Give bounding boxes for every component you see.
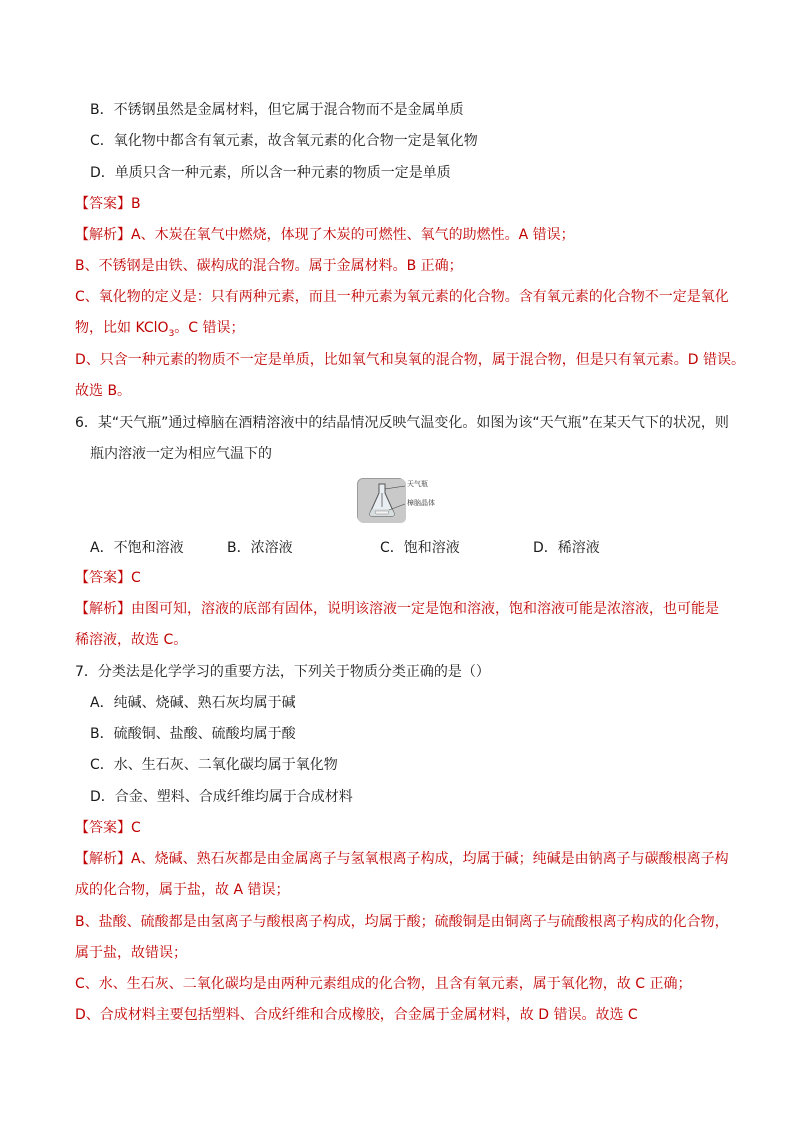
q5-option-c: C．氧化物中都含有氧元素，故含氧元素的化合物一定是氧化物 <box>90 133 478 149</box>
answer-value: C <box>131 570 141 586</box>
q5-analysis-line-1 <box>75 225 575 245</box>
q6-stem-line-2: 瓶内溶液一定为相应气温下的 <box>90 446 272 462</box>
q7-analysis-line-4: 属于盐，故错误； <box>75 945 187 961</box>
q6-option-d: D．稀溶液 <box>533 540 600 556</box>
q7-option-d: D．合金、塑料、合成纤维均属于合成材料 <box>90 789 353 805</box>
q7-analysis-line-1 <box>75 849 729 869</box>
subscript: 3 <box>168 328 175 339</box>
answer-tag: 【答案】 <box>75 820 131 836</box>
q5-option-d: D．单质只含一种元素，所以含一种元素的物质一定是单质 <box>90 165 451 181</box>
q6-analysis-line-1 <box>75 599 719 619</box>
q7-option-c: C．水、生石灰、二氧化碳均属于氧化物 <box>90 757 338 773</box>
q5-analysis-line-5: D、只含一种元素的物质不一定是单质，比如氧气和臭氧的混合物，属于混合物，但是只有氧元素。D 错误。 <box>75 352 746 368</box>
weather-bottle-figure <box>357 478 405 522</box>
q7-answer <box>75 818 141 838</box>
q6-options <box>90 538 710 558</box>
flask-icon <box>358 479 406 523</box>
analysis-text: 由图可知，溶液的底部有固体，说明该溶液一定是饱和溶液，饱和溶液可能是浓溶液，也可能是 <box>131 601 719 617</box>
q7-option-b: B．硫酸铜、盐酸、硫酸均属于酸 <box>90 726 296 742</box>
q6-option-b: B．浓溶液 <box>227 540 293 556</box>
analysis-text: 物，比如 KClO <box>75 320 169 336</box>
answer-value: C <box>131 820 141 836</box>
analysis-tag: 【解析】 <box>75 851 131 867</box>
answer-tag: 【答案】 <box>75 570 131 586</box>
q5-analysis-line-2: B、不锈钢是由铁、碳构成的混合物。属于金属材料。B 正确； <box>75 258 463 274</box>
answer-tag: 【答案】 <box>75 196 131 212</box>
q6-option-c: C．饱和溶液 <box>380 540 460 556</box>
q5-analysis-line-4 <box>75 318 245 344</box>
q6-option-a: A．不饱和溶液 <box>90 540 184 556</box>
q7-option-a: A．纯碱、烧碱、熟石灰均属于碱 <box>90 695 296 711</box>
figure-label-bottle: 天气瓶 <box>407 480 428 488</box>
q5-answer <box>75 194 141 214</box>
analysis-tag: 【解析】 <box>75 601 131 617</box>
q6-analysis-line-2: 稀溶液，故选 C。 <box>75 632 188 648</box>
q7-analysis-line-6: D、合成材料主要包括塑料、合成纤维和合成橡胶，合金属于金属材料，故 D 错误。故选 C <box>75 1007 638 1023</box>
analysis-text: A、木炭在氧气中燃烧，体现了木炭的可燃性、氧气的助燃性。A 错误； <box>131 227 575 243</box>
analysis-text: A、烧碱、熟石灰都是由金属离子与氢氧根离子构成，均属于碱；纯碱是由钠离子与碳酸根离子构 <box>131 851 729 867</box>
figure-label-crystal: 樟脑晶体 <box>407 499 435 507</box>
q5-option-b: B．不锈钢虽然是金属材料，但它属于混合物而不是金属单质 <box>90 102 464 118</box>
q5-analysis-line-3: C、氧化物的定义是：只有两种元素，而且一种元素为氧元素的化合物。含有氧元素的化合物不一定是氧化 <box>75 289 729 305</box>
q7-analysis-line-5: C、水、生石灰、二氧化碳均是由两种元素组成的化合物，且含有氧元素，属于氧化物，故 C 正确； <box>75 976 692 992</box>
answer-value: B <box>131 196 141 212</box>
analysis-text: 。C 错误； <box>174 320 245 336</box>
q6-answer <box>75 568 141 588</box>
q5-analysis-line-6: 故选 B。 <box>75 383 132 399</box>
q7-analysis-line-3: B、盐酸、硫酸都是由氢离子与酸根离子构成，均属于酸；硫酸铜是由铜离子与硫酸根离子构成的化合物， <box>75 914 729 930</box>
analysis-tag: 【解析】 <box>75 227 131 243</box>
q7-stem: 7．分类法是化学学习的重要方法，下列关于物质分类正确的是（） <box>75 664 490 680</box>
q7-analysis-line-2: 成的化合物，属于盐，故 A 错误； <box>75 882 290 898</box>
q6-stem-line-1: 6．某“天气瓶”通过樟脑在酒精溶液中的结晶情况反映气温变化。如图为该“天气瓶”在某天气下的状况，则 <box>75 415 729 431</box>
